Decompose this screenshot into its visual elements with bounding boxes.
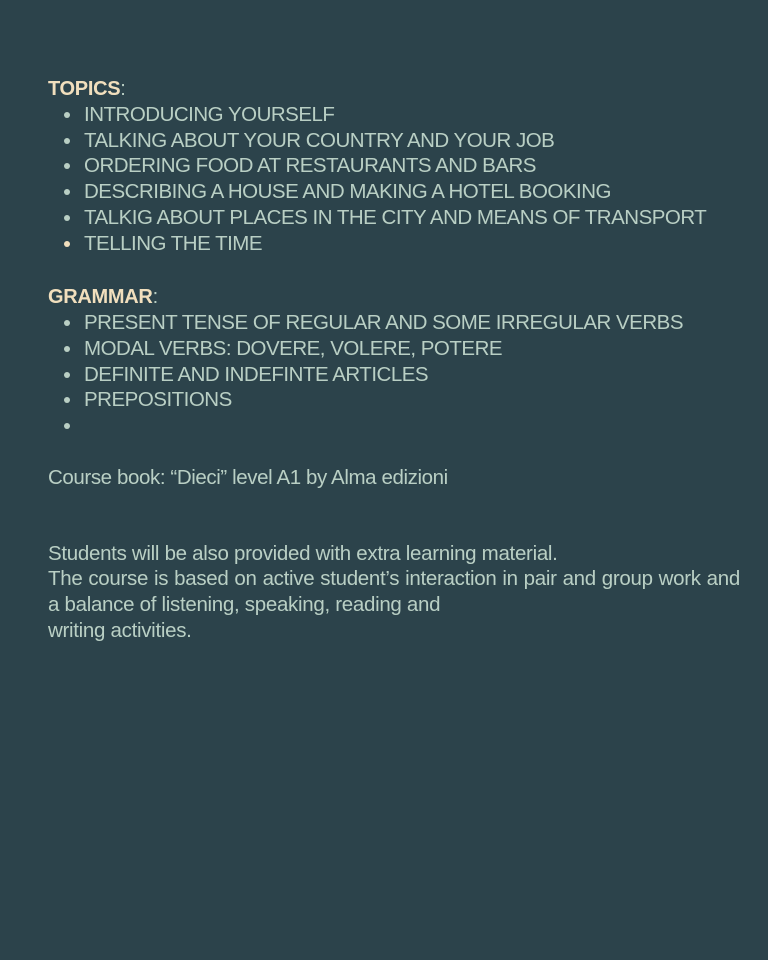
description-line: Students will be also provided with extra learning material.: [48, 541, 558, 565]
description-paragraph: The course is based on active student’s interaction in pair and group work and a balance of listening, speaking, reading and: [48, 567, 740, 617]
topics-heading: [48, 76, 740, 102]
grammar-item: MODAL VERBS: DOVERE, VOLERE, POTERE: [68, 336, 740, 362]
topic-item: TALKIG ABOUT PLACES IN THE CITY AND MEANS OF TRANSPORT: [68, 205, 740, 231]
topic-item: DESCRIBING A HOUSE AND MAKING A HOTEL BOOKING: [68, 179, 740, 205]
course-book: Course book: “Dieci” level A1 by Alma edizioni: [48, 465, 448, 489]
grammar-item: PREPOSITIONS: [68, 387, 740, 413]
grammar-item-empty: [68, 413, 740, 439]
grammar-item: DEFINITE AND INDEFINTE ARTICLES: [68, 362, 740, 388]
course-description: [48, 541, 740, 644]
grammar-list: [48, 310, 740, 439]
topic-item: INTRODUCING YOURSELF: [68, 102, 740, 128]
grammar-heading: [48, 284, 740, 310]
topics-heading-colon: :: [120, 78, 126, 100]
topic-item: TELLING THE TIME: [68, 231, 740, 257]
grammar-item: PRESENT TENSE OF REGULAR AND SOME IRREGULAR VERBS: [68, 310, 740, 336]
grammar-heading-colon: :: [152, 286, 158, 309]
topics-list: [48, 102, 740, 256]
topic-item: ORDERING FOOD AT RESTAURANTS AND BARS: [68, 153, 740, 179]
topics-heading-text: TOPICS: [48, 78, 121, 100]
grammar-heading-text: GRAMMAR: [48, 286, 153, 309]
description-line: writing activities.: [48, 618, 192, 642]
topic-item: TALKING ABOUT YOUR COUNTRY AND YOUR JOB: [68, 128, 740, 154]
